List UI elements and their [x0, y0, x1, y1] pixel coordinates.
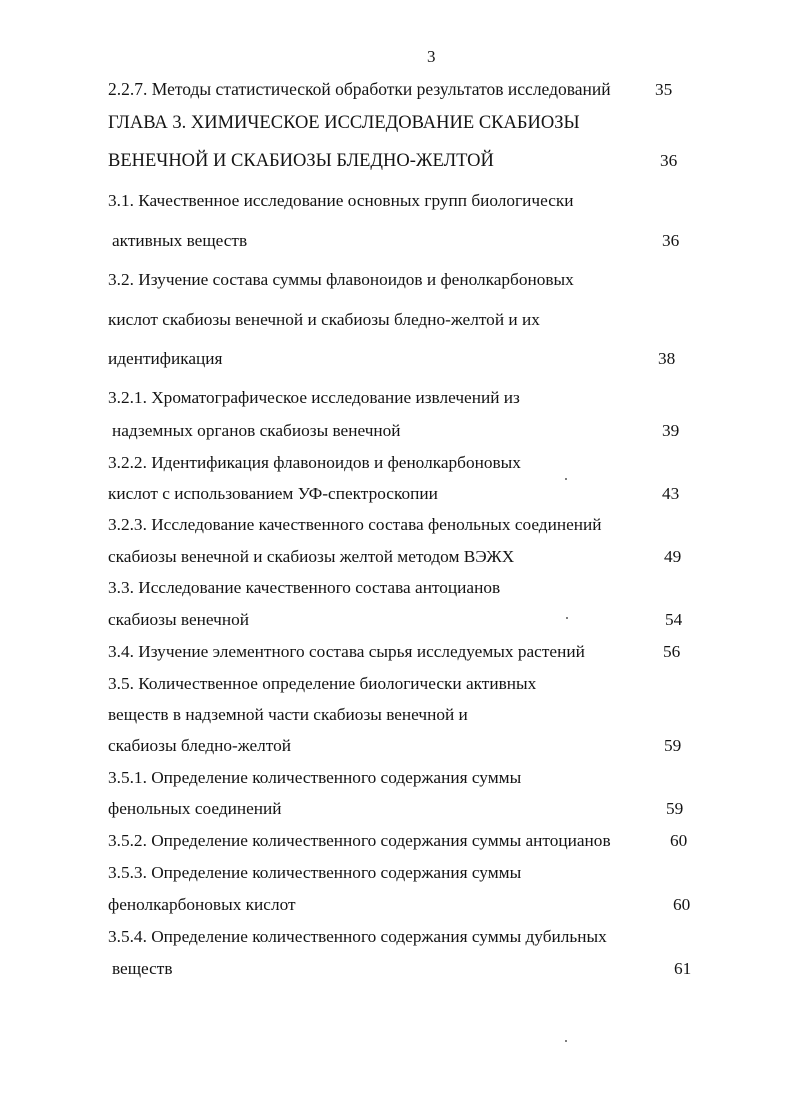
- toc-entry-text: 3.5.4. Определение количественного содержания суммы дубильных: [108, 927, 607, 946]
- toc-entry-page: 38: [658, 349, 676, 368]
- toc-entry-text: ВЕНЕЧНОЙ И СКАБИОЗЫ БЛЕДНО-ЖЕЛТОЙ: [108, 151, 494, 171]
- toc-entry-text: веществ в надземной части скабиозы венечной и: [108, 705, 468, 724]
- toc-entry-text: ГЛАВА 3. ХИМИЧЕСКОЕ ИССЛЕДОВАНИЕ СКАБИОЗЫ: [108, 113, 580, 133]
- toc-entry-text: надземных органов скабиозы венечной: [112, 421, 401, 440]
- scan-speck: [565, 478, 567, 480]
- toc-entry-page: 60: [673, 895, 691, 914]
- toc-entry-page: 35: [655, 80, 673, 99]
- toc-entry-text: идентификация: [108, 349, 223, 368]
- toc-entry-page: 49: [664, 547, 682, 566]
- toc-entry-text: 3.5.1. Определение количественного содержания суммы: [108, 768, 522, 787]
- toc-entry-text: 3.5.3. Определение количественного содержания суммы: [108, 863, 522, 882]
- toc-entry-page: 36: [660, 151, 678, 170]
- toc-entry-text: 3.1. Качественное исследование основных групп биологически: [108, 191, 574, 210]
- toc-entry-text: 3.5.2. Определение количественного содержания суммы антоцианов: [108, 831, 611, 850]
- toc-entry-text: скабиозы венечной и скабиозы желтой методом ВЭЖХ: [108, 547, 515, 566]
- toc-entry-text: 3.5. Количественное определение биологически активных: [108, 674, 537, 693]
- toc-entry-text: кислот с использованием УФ-спектроскопии: [108, 484, 438, 503]
- toc-entry-text: 3.2.2. Идентификация флавоноидов и фенолкарбоновых: [108, 453, 521, 472]
- page-number: 3: [427, 47, 436, 66]
- toc-entry-text: 3.4. Изучение элементного состава сырья исследуемых растений: [108, 642, 585, 661]
- toc-entry-text: 2.2.7. Методы статистической обработки результатов исследований: [108, 79, 611, 99]
- toc-entry-text: кислот скабиозы венечной и скабиозы бледно-желтой и их: [108, 310, 540, 329]
- toc-entry-page: 56: [663, 642, 681, 661]
- toc-entry-text: фенольных соединений: [108, 799, 282, 818]
- toc-entry-page: 39: [662, 421, 680, 440]
- toc-entry-page: 59: [664, 736, 682, 755]
- toc-entry-text: веществ: [112, 959, 173, 978]
- toc-entry-text: скабиозы бледно-желтой: [108, 736, 291, 755]
- toc-entry-page: 43: [662, 484, 680, 503]
- scan-speck: [565, 1040, 567, 1042]
- toc-entry-text: 3.2.1. Хроматографическое исследование извлечений из: [108, 388, 520, 407]
- toc-entry-text: активных веществ: [112, 231, 248, 250]
- toc-entry-page: 54: [665, 610, 683, 629]
- toc-entry-text: 3.2.3. Исследование качественного состава фенольных соединений: [108, 515, 602, 534]
- toc-entry-page: 61: [674, 959, 692, 978]
- scan-speck: [566, 617, 568, 619]
- toc-entry-text: скабиозы венечной: [108, 610, 249, 629]
- toc-entry-text: 3.2. Изучение состава суммы флавоноидов и фенолкарбоновых: [108, 270, 574, 289]
- toc-entry-page: 60: [670, 831, 688, 850]
- toc-entry-text: фенолкарбоновых кислот: [108, 895, 296, 914]
- toc-entry-text: 3.3. Исследование качественного состава антоцианов: [108, 578, 501, 597]
- toc-entry-page: 36: [662, 231, 680, 250]
- toc-entry-page: 59: [666, 799, 684, 818]
